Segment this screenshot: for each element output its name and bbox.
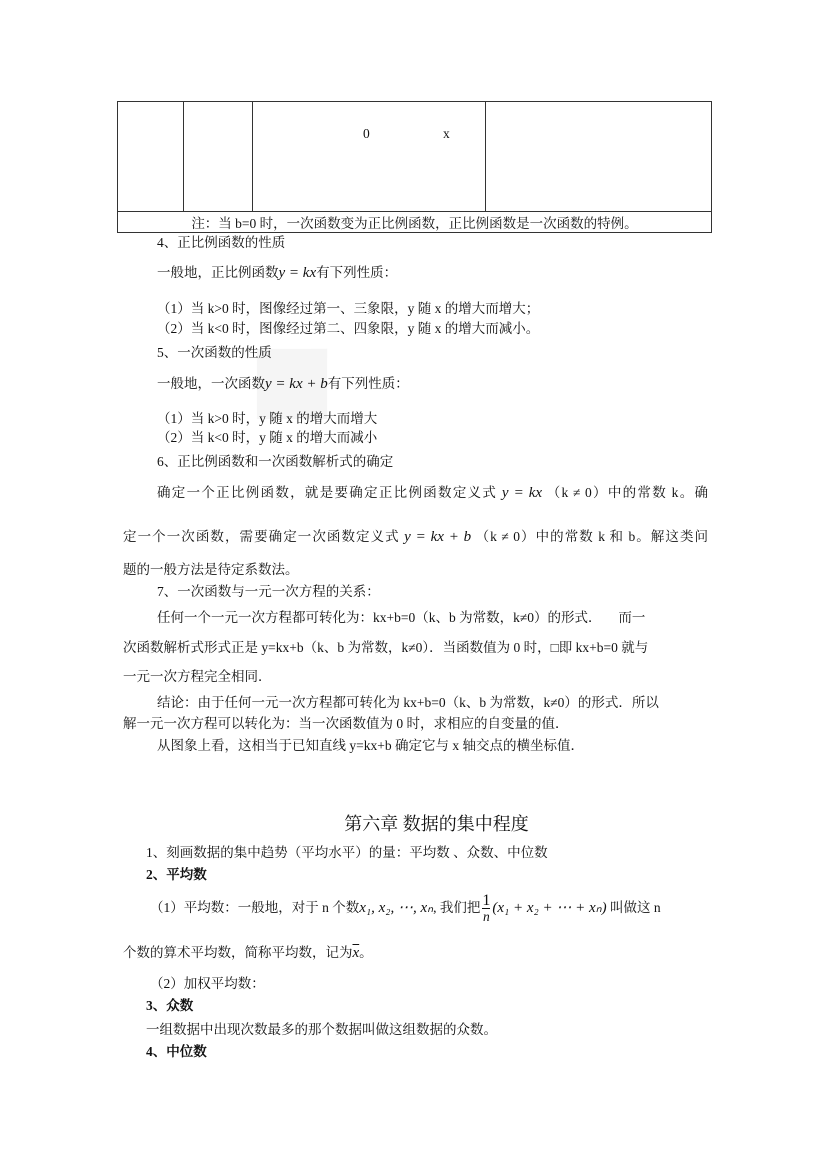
formula: y = kx + b (265, 376, 328, 392)
s7-line-5: 解一元一次方程可以转化为：当一次函数值为 0 时，求相应的自变量的值． (123, 716, 569, 731)
section-7-heading: 7、一次函数与一元一次方程的关系： (157, 584, 380, 599)
text: , 我们把 (433, 900, 481, 915)
formula: (x₁ + x₂ + ⋯ + xₙ) (492, 900, 607, 916)
text: （1）平均数：一般地，对于 n 个数 (150, 900, 360, 915)
formula: y = kx (501, 485, 543, 501)
text: 定一个一次函数，需要确定一次函数定义式 (123, 529, 400, 544)
text: （k ≠ 0）中的常数 k 和 b。解这类问 (475, 529, 709, 544)
item-3-heading: 3、众数 (146, 998, 194, 1013)
text: 有下列性质： (327, 376, 409, 391)
s4-intro (157, 264, 397, 282)
mode-definition: 一组数据中出现次数最多的那个数据叫做这组数据的众数。 (146, 1022, 497, 1037)
text: 个数的算术平均数，简称平均数，记为 (123, 945, 353, 960)
fraction (482, 893, 490, 924)
text: 。 (359, 945, 373, 960)
graph-cell (253, 102, 486, 212)
s5-property-2: （2）当 k<0 时，y 随 x 的增大而减小 (157, 430, 378, 445)
text: 确定一个正比例函数，就是要确定正比例函数定义式 (157, 485, 498, 500)
s7-conclusion: 结论：由于任何一元一次方程都可转化为 kx+b=0（k、b 为常数，k≠0）的形式．所以 (157, 695, 659, 710)
section-5-heading: 5、一次函数的性质 (157, 345, 272, 360)
s6-line-3: 题的一般方法是待定系数法。 (123, 562, 299, 577)
table-cell (184, 102, 253, 212)
weighted-mean: （2）加权平均数： (150, 976, 265, 991)
axis-x-label: x (443, 126, 450, 141)
s7-line-6: 从图象上看，这相当于已知直线 y=kx+b 确定它与 x 轴交点的横坐标值． (157, 738, 584, 753)
s6-line-1 (157, 484, 708, 502)
formula: y = kx (278, 265, 317, 281)
s7-line-2: 次函数解析式形式正是 y=kx+b（k、b 为常数，k≠0）．当函数值为 0 时，□即 kx+b=0 就与 (123, 640, 649, 655)
text: 叫做这 n (610, 900, 661, 915)
table-note: 注：当 b=0 时，一次函数变为正比例函数，正比例函数是一次函数的特例。 (118, 212, 712, 233)
item-1: 1、刻画数据的集中趋势（平均水平）的量：平均数 、众数、中位数 (146, 845, 548, 860)
text: 一般地，正比例函数 (157, 265, 279, 280)
mean-definition (150, 892, 661, 924)
s7-line-3: 一元一次方程完全相同． (123, 669, 272, 684)
table-cell (486, 102, 712, 212)
section-6-heading: 6、正比例函数和一次函数解析式的确定 (157, 454, 394, 469)
item-2-heading: 2、平均数 (146, 867, 207, 882)
formula: x₁, x₂, ⋯, xₙ (359, 900, 434, 916)
s6-line-2 (123, 528, 708, 546)
text: 一般地，一次函数 (157, 376, 265, 391)
function-table (117, 101, 712, 233)
denominator: n (483, 909, 490, 925)
s4-property-1: （1）当 k>0 时，图像经过第一、三象限，y 随 x 的增大而增大； (157, 301, 540, 316)
text: （k ≠ 0）中的常数 k。确 (546, 485, 709, 500)
s7-line-1: 任何一个一元一次方程都可转化为：kx+b=0（k、b 为常数，k≠0）的形式． 而一 (157, 610, 646, 625)
table-cell (118, 102, 184, 212)
section-4-heading: 4、正比例函数的性质 (157, 235, 286, 250)
s5-property-1: （1）当 k>0 时，y 随 x 的增大而增大 (157, 411, 378, 426)
axis-origin-label: 0 (363, 126, 370, 141)
s4-property-2: （2）当 k<0 时，图像经过第二、四象限，y 随 x 的增大而减小。 (157, 321, 540, 336)
s5-intro (157, 375, 409, 393)
mean-definition-line-2 (123, 944, 373, 962)
chapter-title: 第六章 数据的集中程度 (344, 814, 529, 834)
x-bar: $\overline{x}$ (352, 945, 360, 961)
formula: y = kx + b (404, 529, 472, 545)
item-4-heading: 4、中位数 (146, 1044, 207, 1059)
numerator: 1 (482, 892, 491, 910)
text: 有下列性质： (316, 265, 398, 280)
